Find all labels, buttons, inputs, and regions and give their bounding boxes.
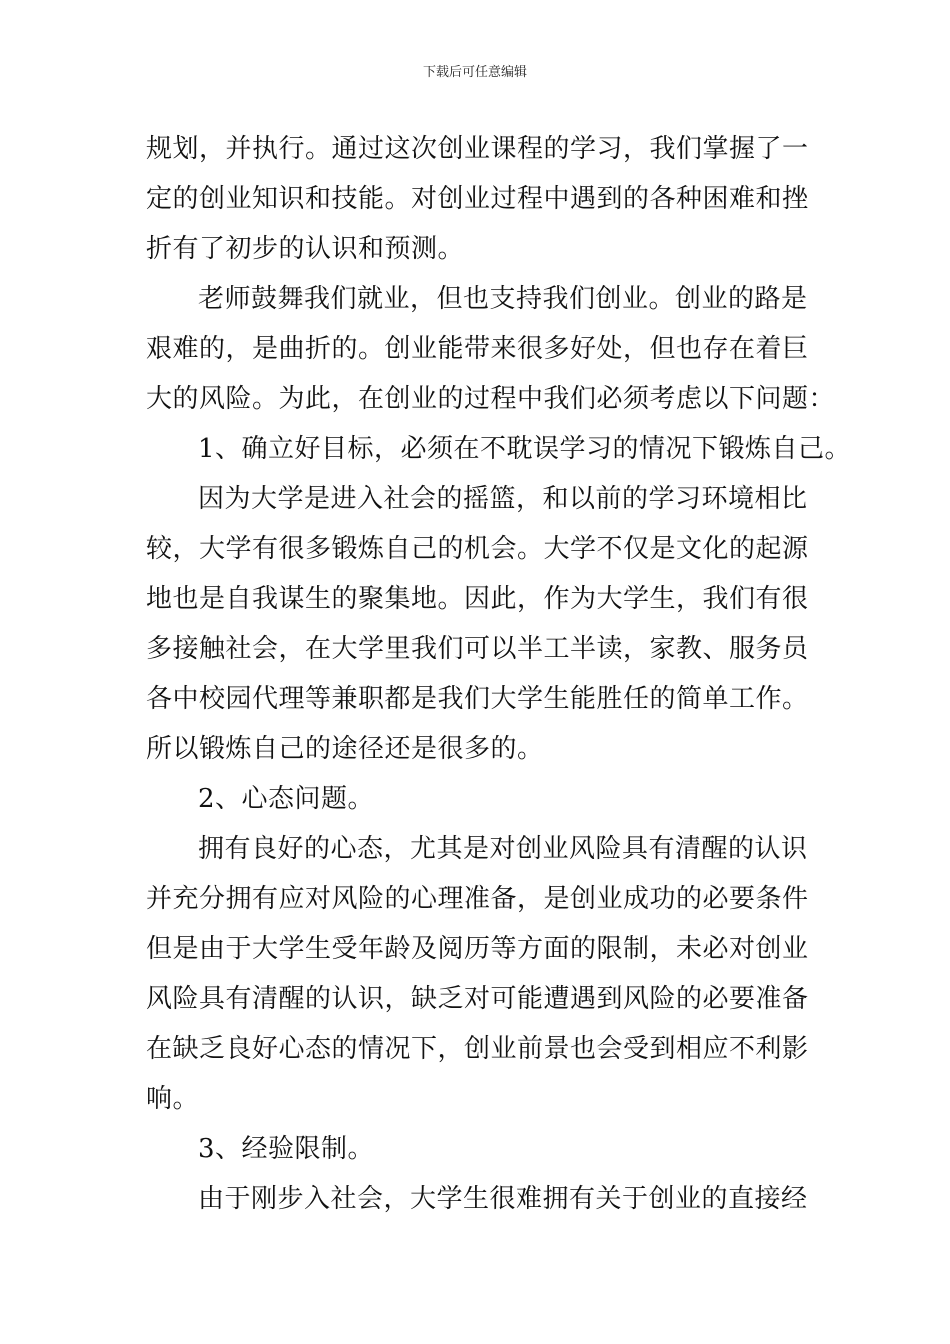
text-line: 多接触社会，在大学里我们可以半工半读，家教、服务员 — [146, 634, 809, 664]
text-line: 较，大学有很多锻炼自己的机会。大学不仅是文化的起源 — [146, 534, 809, 564]
list-item-heading-3: 3、经验限制。 — [198, 1134, 375, 1164]
paragraph-start-line: 因为大学是进入社会的摇篮，和以前的学习环境相比 — [198, 484, 808, 514]
list-item-heading-1: 1、确立好目标，必须在不耽误学习的情况下锻炼自己。 — [198, 434, 852, 464]
text-line: 规划，并执行。通过这次创业课程的学习，我们掌握了一 — [146, 134, 809, 164]
paragraph-start-line: 拥有良好的心态，尤其是对创业风险具有清醒的认识 — [198, 834, 808, 864]
text-line: 折有了初步的认识和预测。 — [146, 234, 465, 264]
text-line: 地也是自我谋生的聚集地。因此，作为大学生，我们有很 — [146, 584, 809, 614]
text-line: 在缺乏良好心态的情况下，创业前景也会受到相应不利影 — [146, 1034, 809, 1064]
page-header: 下载后可任意编辑 — [422, 65, 527, 80]
text-line: 定的创业知识和技能。对创业过程中遇到的各种困难和挫 — [146, 184, 809, 214]
text-line: 并充分拥有应对风险的心理准备，是创业成功的必要条件 — [146, 884, 809, 914]
paragraph-start-line: 由于刚步入社会，大学生很难拥有关于创业的直接经 — [198, 1184, 808, 1214]
text-line: 大的风险。为此，在创业的过程中我们必须考虑以下问题： — [146, 384, 836, 414]
text-line: 各中校园代理等兼职都是我们大学生能胜任的简单工作。 — [146, 684, 809, 714]
text-line: 所以锻炼自己的途径还是很多的。 — [146, 734, 544, 764]
text-line: 但是由于大学生受年龄及阅历等方面的限制，未必对创业 — [146, 934, 809, 964]
document-body — [146, 124, 852, 1224]
paragraph-start-line: 老师鼓舞我们就业，但也支持我们创业。创业的路是 — [198, 284, 808, 314]
text-line: 风险具有清醒的认识，缺乏对可能遭遇到风险的必要准备 — [146, 984, 809, 1014]
list-item-heading-2: 2、心态问题。 — [198, 784, 375, 814]
text-line: 响。 — [146, 1084, 200, 1114]
text-line: 艰难的，是曲折的。创业能带来很多好处，但也存在着巨 — [146, 334, 809, 364]
